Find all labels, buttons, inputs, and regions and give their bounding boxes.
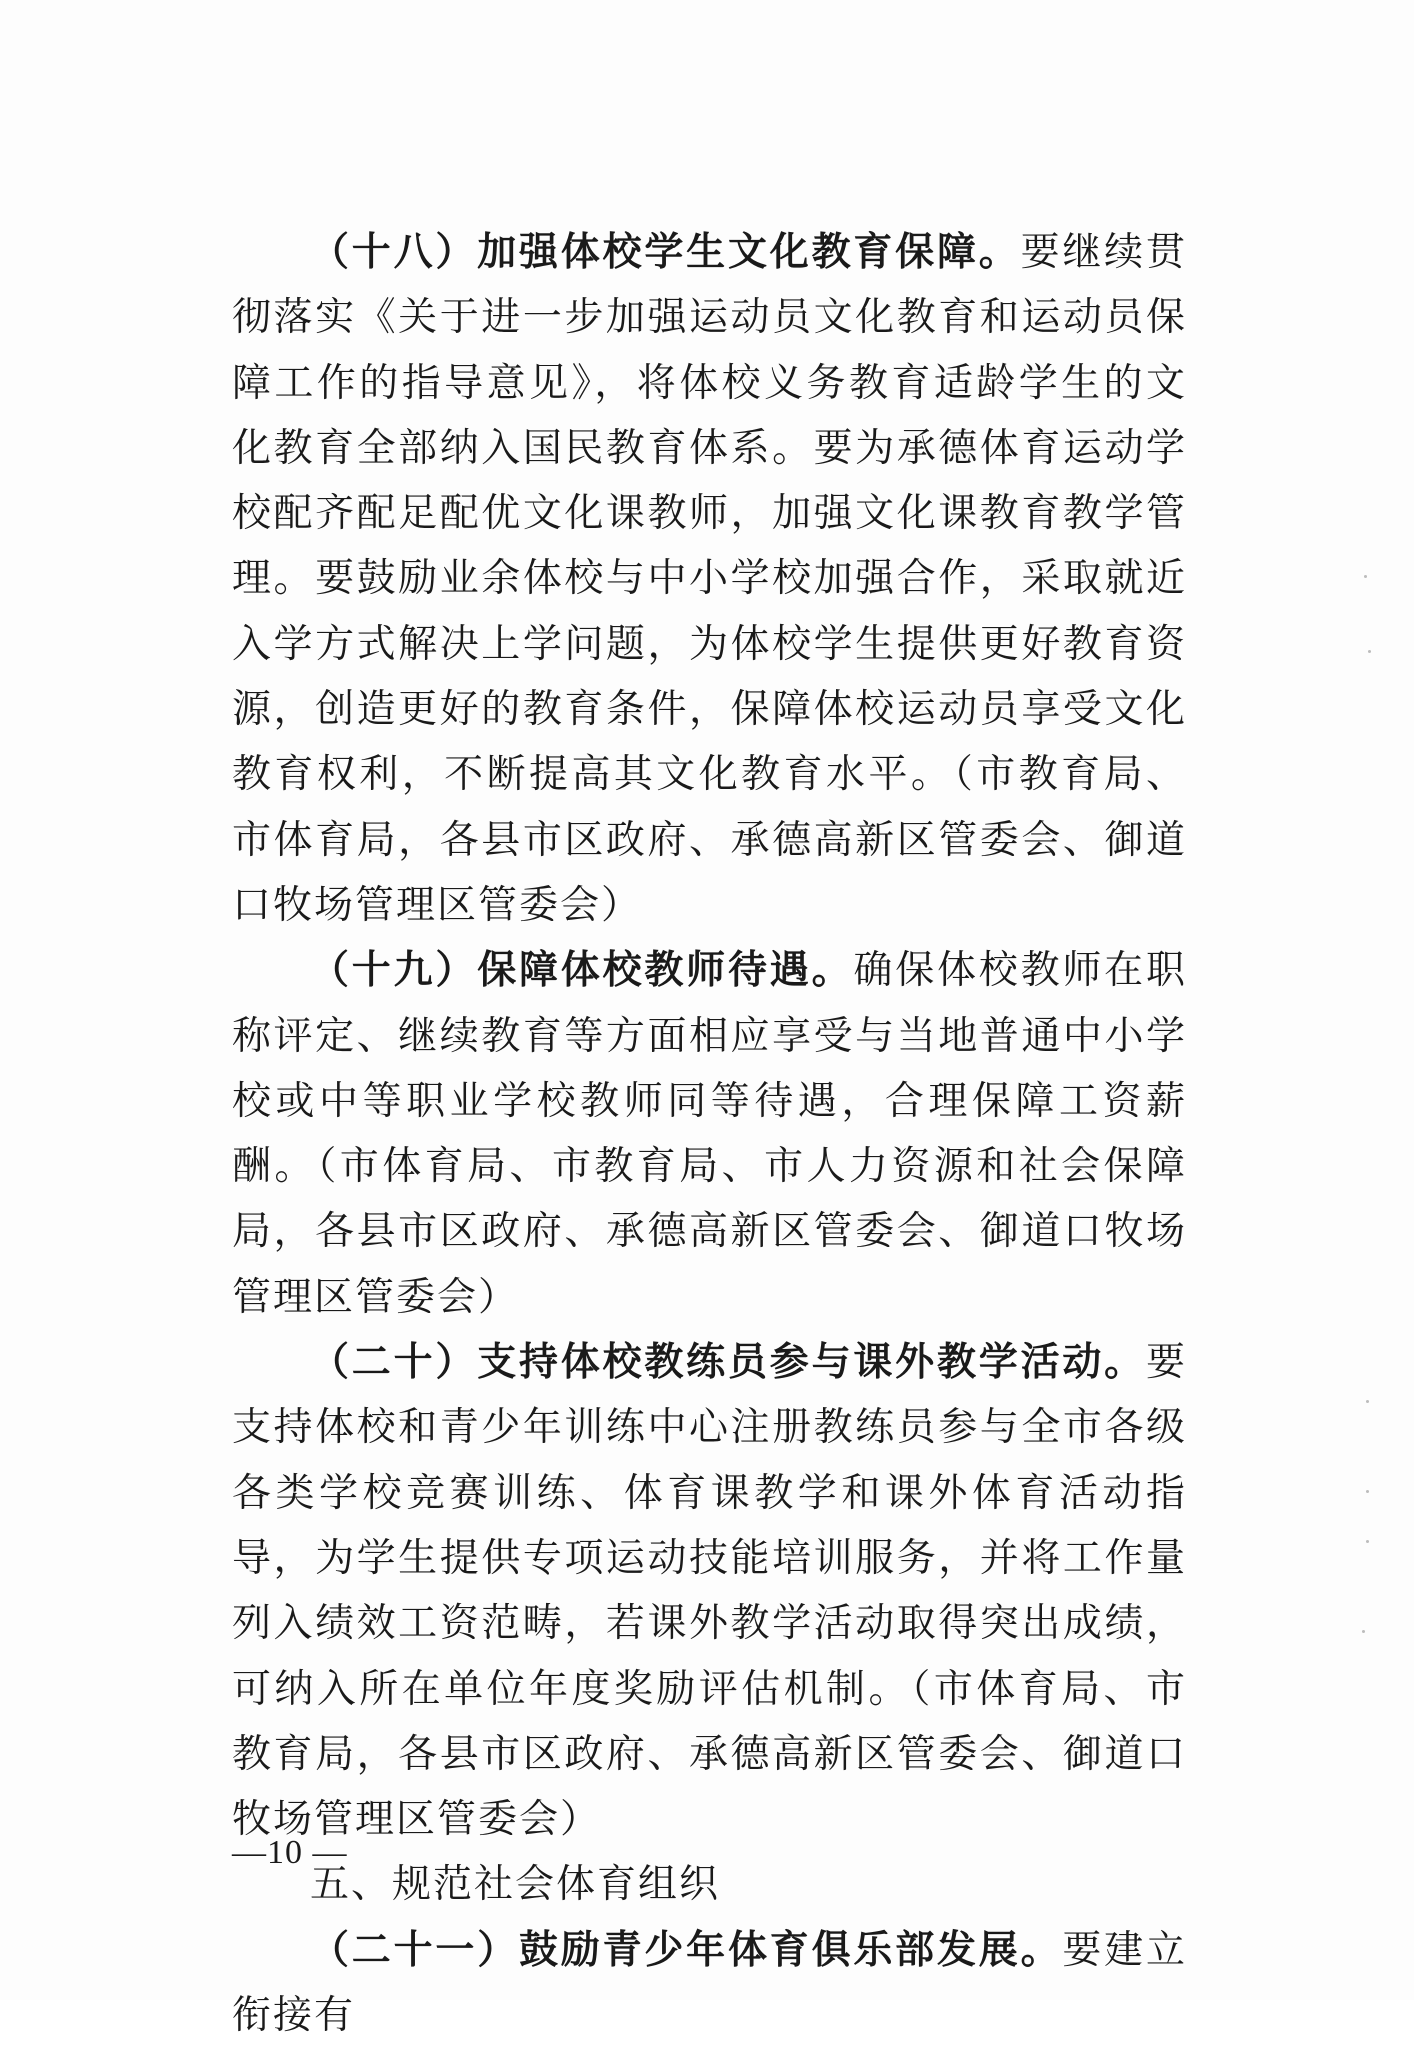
scan-speck	[1364, 575, 1367, 578]
paragraph-lead: （二十）支持体校教练员参与课外教学活动。	[310, 1339, 1146, 1386]
paragraph-21	[232, 1918, 1187, 2048]
paragraph-lead: （十九）保障体校教师待遇。	[310, 947, 854, 994]
paragraph-text: 确保体校教师在职称评定、继续教育等方面相应享受与当地普通中小学校或中等职业学校教师同等待遇，合理保障工资薪酬。（市体育局、市教育局、市人力资源和社会保障局，各县市区政府、承德高新区管委会、御道口牧场管理区管委会）	[232, 948, 1187, 1320]
paragraph-20	[232, 1330, 1187, 1852]
paragraph-lead: （十八）加强体校学生文化教育保障。	[310, 229, 1021, 275]
scan-speck	[1366, 1540, 1369, 1543]
scan-speck	[1366, 1490, 1369, 1493]
paragraph-text: 要支持体校和青少年训练中心注册教练员参与全市各级各类学校竞赛训练、体育课教学和课外体育活动指导，为学生提供专项运动技能培训服务，并将工作量列入绩效工资范畴，若课外教学活动取得突出成绩，可纳入所在单位年度奖励评估机制。（市体育局、市教育局，各县市区政府、承德高新区管委会、御道口牧场管理区管委会）	[232, 1340, 1187, 1843]
paragraph-lead: （二十一）鼓励青少年体育俱乐部发展。	[310, 1926, 1063, 1973]
section-heading: 五、规范社会体育组织	[310, 1862, 721, 1908]
paragraph-18	[232, 220, 1187, 938]
page-number: —10 —	[232, 1834, 348, 1871]
document-body	[232, 220, 1187, 2048]
scan-speck	[1368, 650, 1371, 653]
scan-speck	[1366, 1400, 1369, 1403]
paragraph-text: 要建立衔接有	[232, 1927, 1187, 2039]
scan-speck	[1362, 1630, 1365, 1633]
paragraph-text: 要继续贯彻落实《关于进一步加强运动员文化教育和运动员保障工作的指导意见》，将体校义务教育适龄学生的文化教育全部纳入国民教育体系。要为承德体育运动学校配齐配足配优文化课教师，加强文化课教育教学管理。要鼓励业余体校与中小学校加强合作，采取就近入学方式解决上学问题，为体校学生提供更好教育资源，创造更好的教育条件，保障体校运动员享受文化教育权利，不断提高其文化教育水平。（市教育局、市体育局，各县市区政府、承德高新区管委会、御道口牧场管理区管委会）	[232, 230, 1187, 928]
paragraph-19	[232, 938, 1187, 1330]
